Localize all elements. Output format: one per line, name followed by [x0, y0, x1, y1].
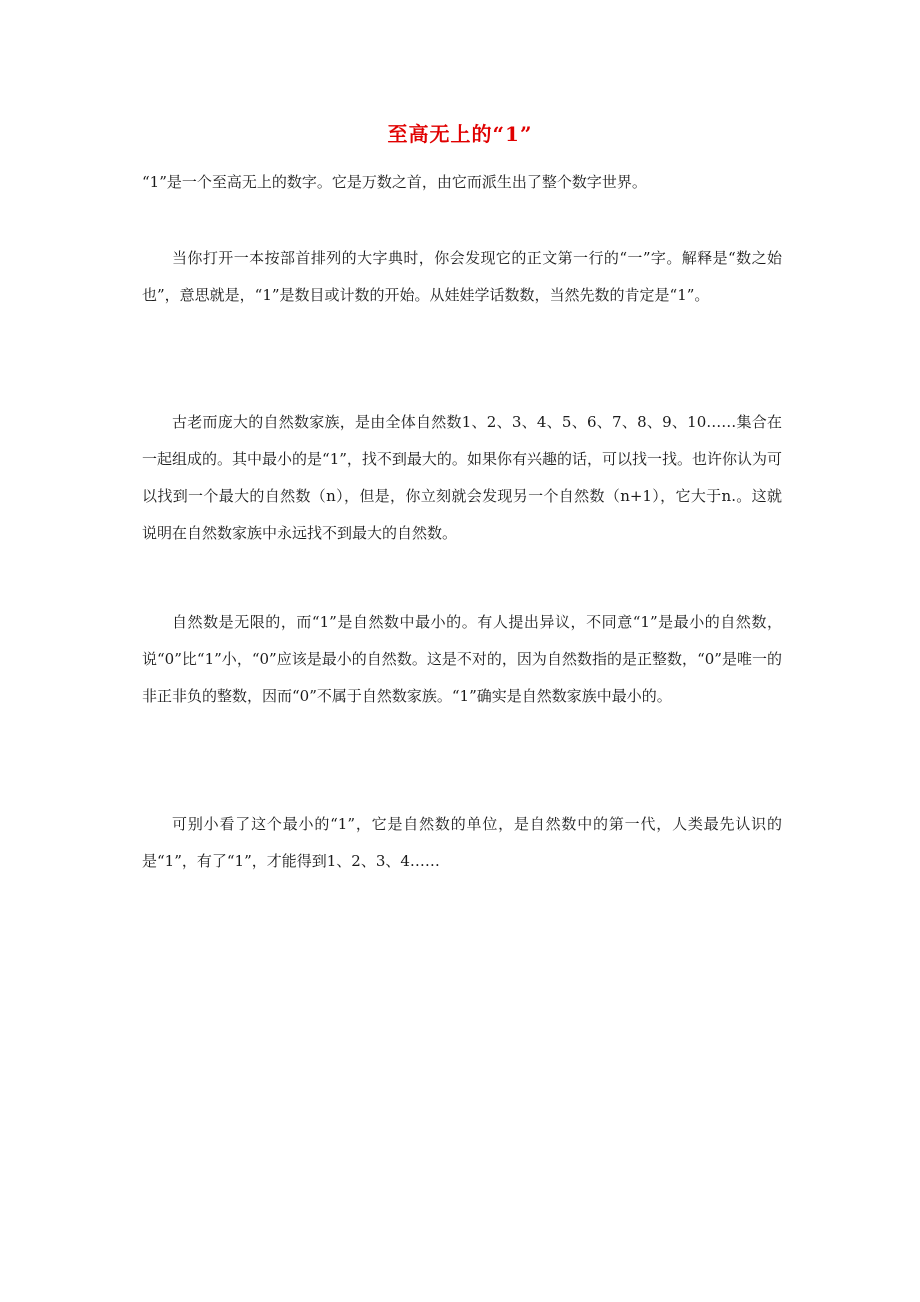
body-paragraph-3: 自然数是无限的，而“1”是自然数中最小的。有人提出异议，不同意“1”是最小的自然数，说“0”比“1”小，“0”应该是最小的自然数。这是不对的，因为自然数指的是正整数，“0”是唯一的非正非负的整数，因而“0”不属于自然数家族。“1”确实是自然数家族中最小的。 [142, 613, 782, 705]
body-paragraph-4: 可别小看了这个最小的“1”，它是自然数的单位，是自然数中的第一代，人类最先认识的是“1”，有了“1”，才能得到1、2、3、4…… [142, 815, 782, 870]
body-paragraph-1: 当你打开一本按部首排列的大字典时，你会发现它的正文第一行的“一”字。解释是“数之始也”，意思就是，“1”是数目或计数的开始。从娃娃学话数数，当然先数的肯定是“1”。 [142, 249, 782, 304]
document-title: 至高无上的“1” [387, 122, 533, 146]
intro-paragraph: “1”是一个至高无上的数字。它是万数之首，由它而派生出了整个数字世界。 [142, 173, 647, 191]
body-paragraph-2: 古老而庞大的自然数家族，是由全体自然数1、2、3、4、5、6、7、8、9、10……集合在一起组成的。其中最小的是“1”，找不到最大的。如果你有兴趣的话，可以找一找。也许你认为可以找到一个最大的自然数（n），但是，你立刻就会发现另一个自然数（n+1），它大于n.。这就说明在自然数家族中永远找不到最大的自然数。 [142, 413, 782, 542]
